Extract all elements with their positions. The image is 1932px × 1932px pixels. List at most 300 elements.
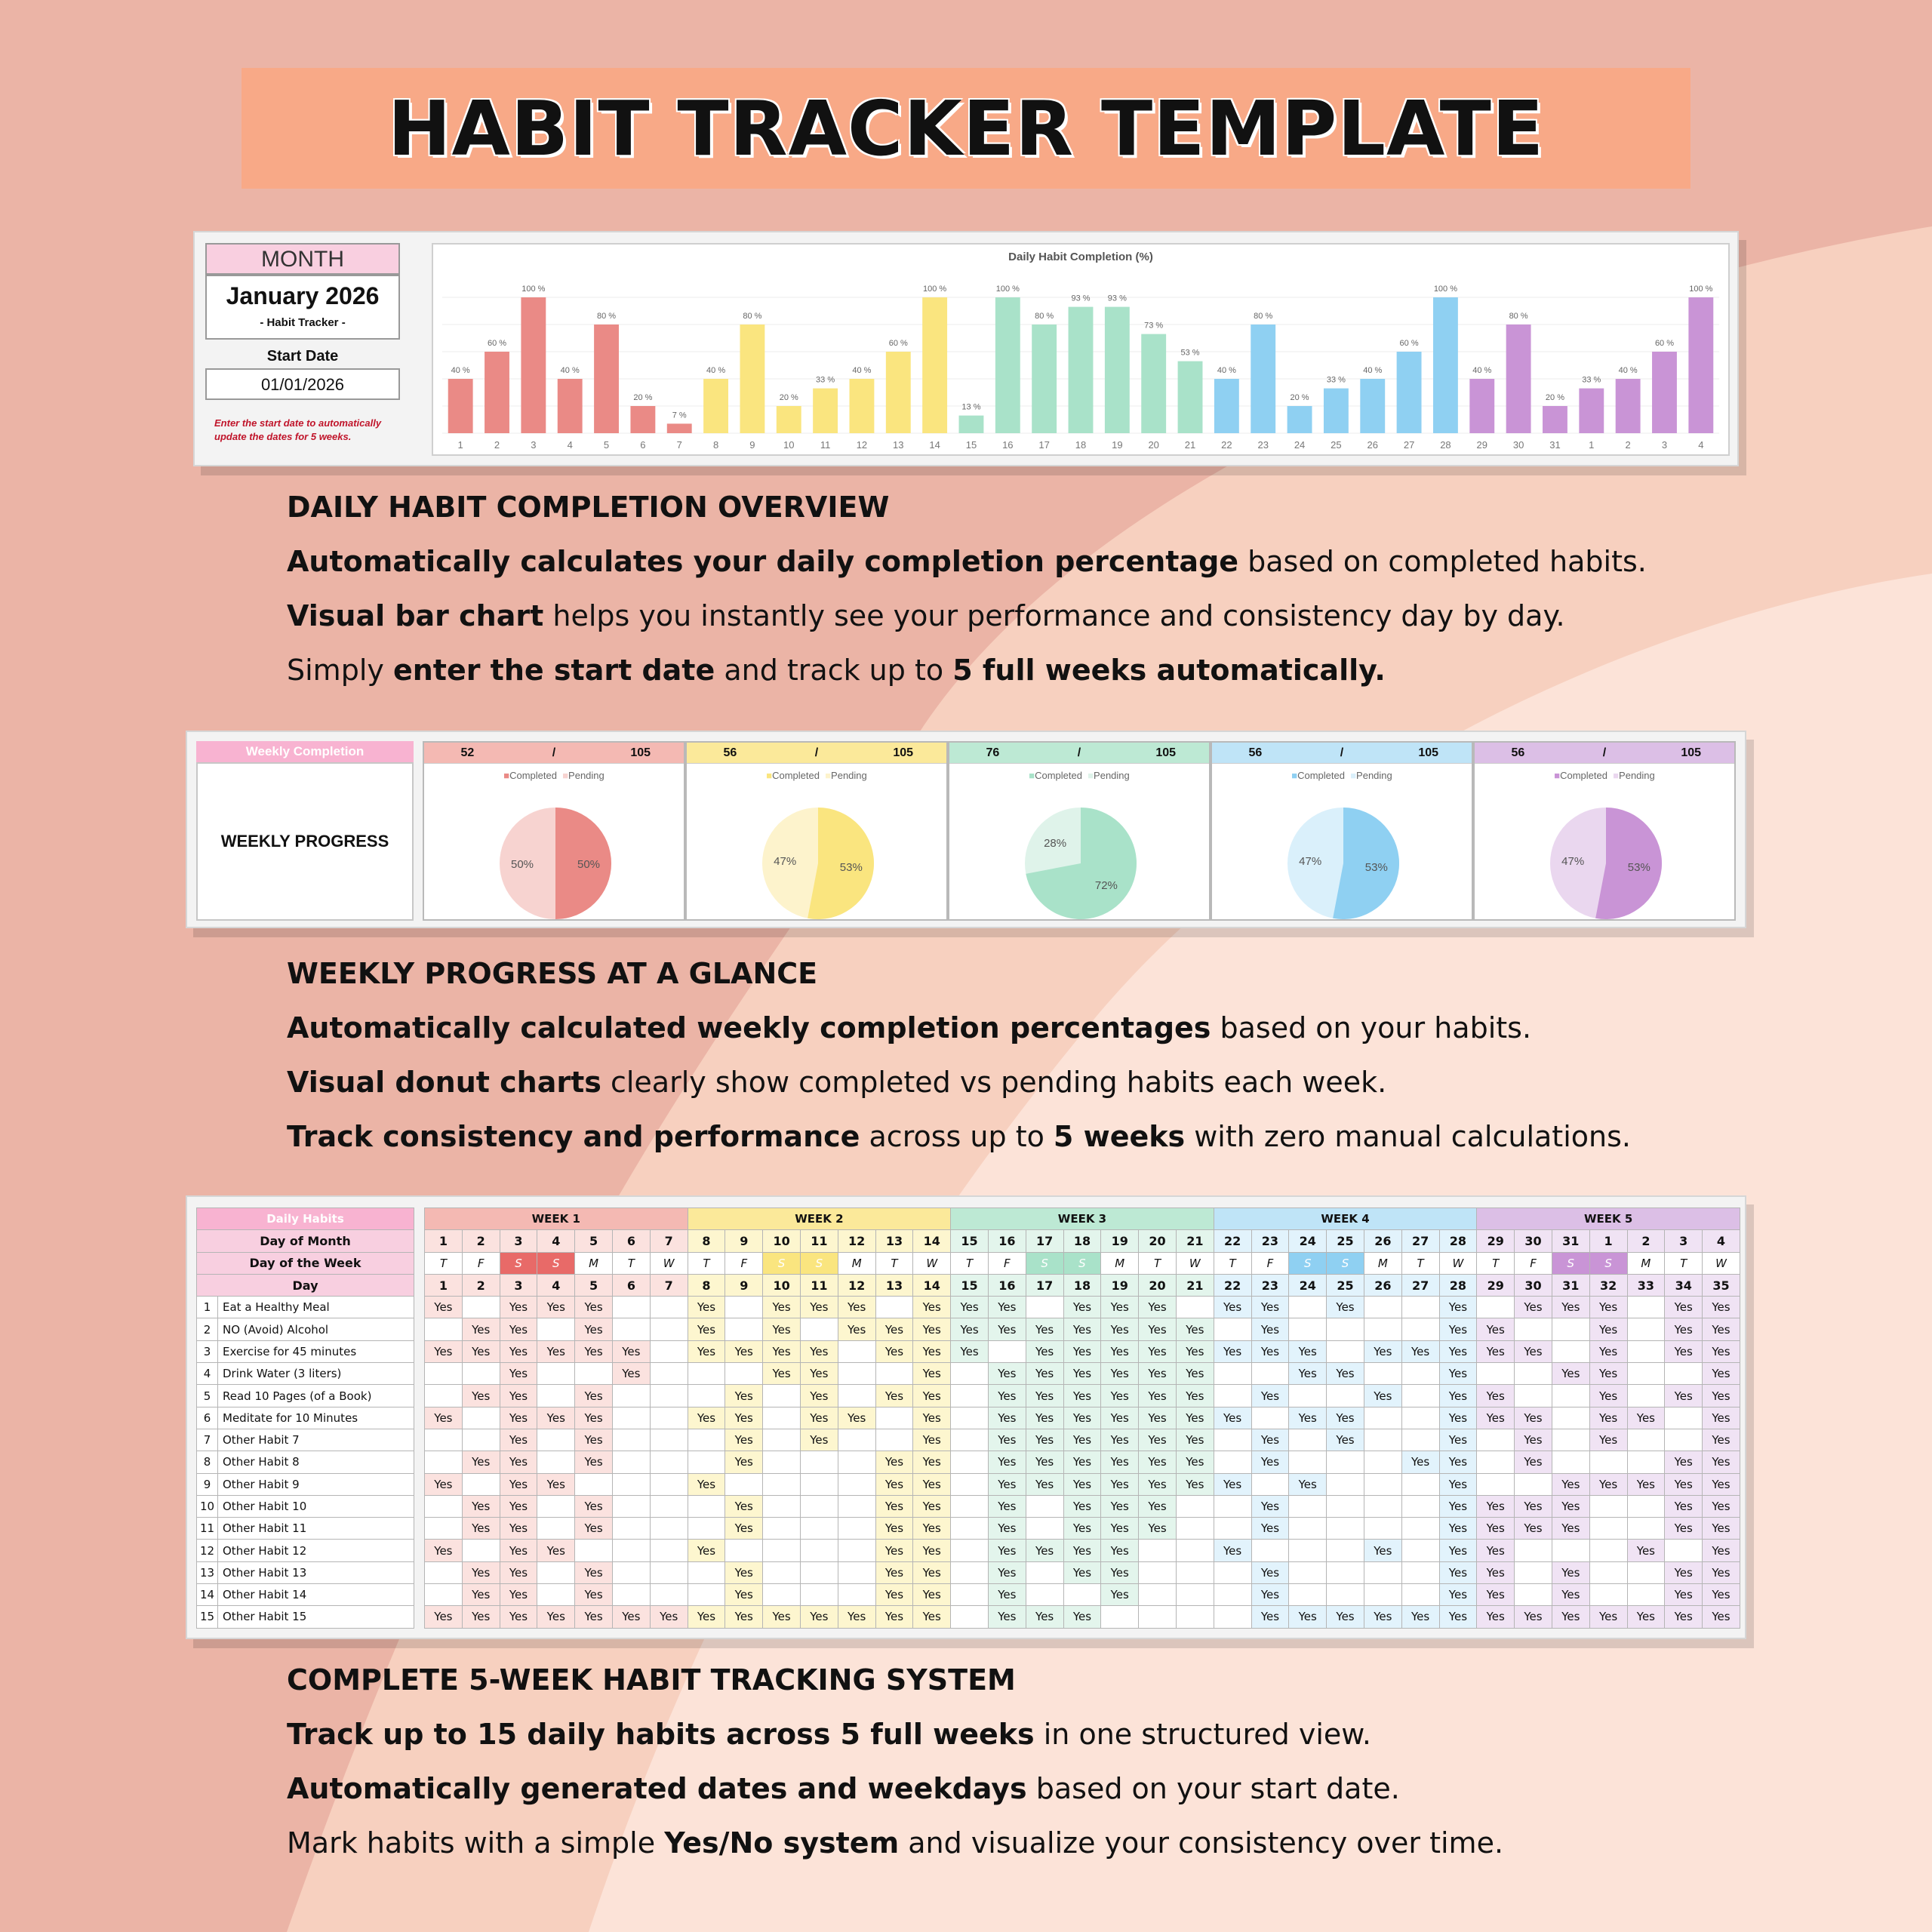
habit-check-cell[interactable]: Yes xyxy=(1214,1340,1251,1362)
habit-check-cell[interactable] xyxy=(800,1518,838,1540)
habit-check-cell[interactable]: Yes xyxy=(688,1407,725,1429)
habit-check-cell[interactable] xyxy=(537,1451,575,1473)
habit-check-cell[interactable] xyxy=(763,1473,801,1495)
habit-check-cell[interactable]: Yes xyxy=(913,1561,951,1583)
habit-check-cell[interactable] xyxy=(1515,1561,1552,1583)
habit-check-cell[interactable]: Yes xyxy=(1063,1451,1101,1473)
habit-name[interactable]: Other Habit 12 xyxy=(218,1540,414,1561)
habit-check-cell[interactable]: Yes xyxy=(1477,1606,1515,1628)
habit-check-cell[interactable]: Yes xyxy=(1026,1429,1063,1451)
habit-check-cell[interactable]: Yes xyxy=(1101,1318,1139,1340)
habit-check-cell[interactable]: Yes xyxy=(500,1606,537,1628)
habit-check-cell[interactable]: Yes xyxy=(1251,1297,1289,1318)
habit-check-cell[interactable] xyxy=(462,1473,500,1495)
habit-check-cell[interactable]: Yes xyxy=(763,1340,801,1362)
habit-check-cell[interactable] xyxy=(650,1473,688,1495)
habit-check-cell[interactable]: Yes xyxy=(913,1606,951,1628)
habit-check-cell[interactable] xyxy=(1515,1363,1552,1385)
habit-check-cell[interactable]: Yes xyxy=(875,1385,913,1407)
habit-check-cell[interactable] xyxy=(951,1540,989,1561)
habit-check-cell[interactable]: Yes xyxy=(1026,1407,1063,1429)
habit-check-cell[interactable] xyxy=(875,1297,913,1318)
habit-check-cell[interactable] xyxy=(575,1540,613,1561)
habit-check-cell[interactable] xyxy=(1477,1473,1515,1495)
habit-check-cell[interactable]: Yes xyxy=(1026,1473,1063,1495)
habit-check-cell[interactable]: Yes xyxy=(1627,1540,1665,1561)
habit-check-cell[interactable] xyxy=(1289,1429,1327,1451)
habit-check-cell[interactable]: Yes xyxy=(1101,1407,1139,1429)
habit-check-cell[interactable]: Yes xyxy=(462,1561,500,1583)
habit-check-cell[interactable] xyxy=(1214,1518,1251,1540)
habit-check-cell[interactable] xyxy=(1026,1297,1063,1318)
habit-check-cell[interactable]: Yes xyxy=(875,1584,913,1606)
habit-check-cell[interactable] xyxy=(1327,1385,1364,1407)
habit-check-cell[interactable]: Yes xyxy=(1439,1606,1477,1628)
habit-check-cell[interactable]: Yes xyxy=(875,1451,913,1473)
habit-check-cell[interactable]: Yes xyxy=(800,1606,838,1628)
habit-check-cell[interactable]: Yes xyxy=(988,1451,1026,1473)
habit-check-cell[interactable]: Yes xyxy=(1101,1561,1139,1583)
habit-check-cell[interactable] xyxy=(838,1385,875,1407)
habit-check-cell[interactable]: Yes xyxy=(988,1318,1026,1340)
habit-check-cell[interactable] xyxy=(1515,1318,1552,1340)
habit-check-cell[interactable] xyxy=(612,1584,650,1606)
habit-check-cell[interactable]: Yes xyxy=(425,1407,463,1429)
habit-check-cell[interactable] xyxy=(425,1363,463,1385)
habit-check-cell[interactable] xyxy=(1327,1451,1364,1473)
habit-check-cell[interactable]: Yes xyxy=(1327,1363,1364,1385)
habit-check-cell[interactable] xyxy=(650,1429,688,1451)
habit-check-cell[interactable]: Yes xyxy=(800,1363,838,1385)
habit-check-cell[interactable]: Yes xyxy=(688,1297,725,1318)
habit-check-cell[interactable] xyxy=(650,1495,688,1517)
habit-check-cell[interactable]: Yes xyxy=(1589,1473,1627,1495)
habit-check-cell[interactable]: Yes xyxy=(1214,1407,1251,1429)
habit-check-cell[interactable] xyxy=(1289,1451,1327,1473)
habit-check-cell[interactable] xyxy=(1364,1473,1401,1495)
habit-check-cell[interactable] xyxy=(1627,1518,1665,1540)
habit-check-cell[interactable]: Yes xyxy=(800,1407,838,1429)
habit-check-cell[interactable]: Yes xyxy=(500,1561,537,1583)
habit-check-cell[interactable] xyxy=(462,1429,500,1451)
habit-check-cell[interactable]: Yes xyxy=(1101,1473,1139,1495)
habit-check-cell[interactable] xyxy=(1176,1518,1214,1540)
habit-check-cell[interactable]: Yes xyxy=(1139,1363,1177,1385)
habit-check-cell[interactable] xyxy=(688,1385,725,1407)
habit-check-cell[interactable]: Yes xyxy=(575,1318,613,1340)
habit-check-cell[interactable] xyxy=(1214,1363,1251,1385)
habit-check-cell[interactable] xyxy=(1589,1495,1627,1517)
habit-check-cell[interactable] xyxy=(1327,1518,1364,1540)
habit-check-cell[interactable]: Yes xyxy=(1552,1363,1589,1385)
habit-check-cell[interactable] xyxy=(1214,1584,1251,1606)
habit-check-cell[interactable]: Yes xyxy=(1439,1540,1477,1561)
habit-check-cell[interactable]: Yes xyxy=(500,1451,537,1473)
habit-check-cell[interactable]: Yes xyxy=(1439,1473,1477,1495)
habit-check-cell[interactable]: Yes xyxy=(1176,1385,1214,1407)
habit-check-cell[interactable]: Yes xyxy=(1289,1606,1327,1628)
habit-check-cell[interactable]: Yes xyxy=(1703,1385,1740,1407)
habit-check-cell[interactable]: Yes xyxy=(1665,1561,1703,1583)
habit-check-cell[interactable] xyxy=(1589,1540,1627,1561)
habit-check-cell[interactable] xyxy=(1515,1540,1552,1561)
habit-check-cell[interactable]: Yes xyxy=(1139,1318,1177,1340)
habit-check-cell[interactable]: Yes xyxy=(1063,1540,1101,1561)
habit-check-cell[interactable] xyxy=(1627,1561,1665,1583)
habit-check-cell[interactable] xyxy=(1176,1606,1214,1628)
habit-check-cell[interactable]: Yes xyxy=(1026,1340,1063,1362)
habit-check-cell[interactable] xyxy=(1251,1540,1289,1561)
habit-check-cell[interactable]: Yes xyxy=(838,1318,875,1340)
habit-check-cell[interactable] xyxy=(425,1561,463,1583)
habit-check-cell[interactable]: Yes xyxy=(1703,1606,1740,1628)
habit-check-cell[interactable] xyxy=(1364,1407,1401,1429)
habit-check-cell[interactable] xyxy=(537,1363,575,1385)
habit-check-cell[interactable]: Yes xyxy=(913,1407,951,1429)
habit-check-cell[interactable]: Yes xyxy=(1477,1407,1515,1429)
habit-check-cell[interactable]: Yes xyxy=(500,1363,537,1385)
habit-check-cell[interactable] xyxy=(800,1495,838,1517)
habit-check-cell[interactable]: Yes xyxy=(1665,1473,1703,1495)
habit-check-cell[interactable] xyxy=(537,1429,575,1451)
habit-check-cell[interactable]: Yes xyxy=(1552,1584,1589,1606)
habit-check-cell[interactable]: Yes xyxy=(800,1429,838,1451)
habit-check-cell[interactable]: Yes xyxy=(1214,1297,1251,1318)
habit-check-cell[interactable] xyxy=(612,1429,650,1451)
habit-check-cell[interactable] xyxy=(1214,1561,1251,1583)
habit-check-cell[interactable]: Yes xyxy=(951,1297,989,1318)
habit-check-cell[interactable] xyxy=(1589,1518,1627,1540)
habit-check-cell[interactable]: Yes xyxy=(875,1473,913,1495)
habit-check-cell[interactable]: Yes xyxy=(1703,1363,1740,1385)
habit-check-cell[interactable] xyxy=(537,1584,575,1606)
habit-check-cell[interactable]: Yes xyxy=(725,1340,763,1362)
habit-check-cell[interactable]: Yes xyxy=(988,1518,1026,1540)
habit-check-cell[interactable]: Yes xyxy=(1439,1385,1477,1407)
habit-check-cell[interactable]: Yes xyxy=(725,1451,763,1473)
habit-check-cell[interactable] xyxy=(1515,1584,1552,1606)
habit-check-cell[interactable]: Yes xyxy=(650,1606,688,1628)
habit-check-cell[interactable]: Yes xyxy=(688,1540,725,1561)
habit-check-cell[interactable]: Yes xyxy=(1589,1606,1627,1628)
habit-check-cell[interactable]: Yes xyxy=(575,1495,613,1517)
habit-check-cell[interactable] xyxy=(1364,1429,1401,1451)
habit-check-cell[interactable] xyxy=(838,1518,875,1540)
habit-name[interactable]: Other Habit 11 xyxy=(218,1518,414,1540)
habit-check-cell[interactable]: Yes xyxy=(913,1340,951,1362)
habit-check-cell[interactable] xyxy=(1401,1297,1439,1318)
habit-check-cell[interactable] xyxy=(612,1297,650,1318)
habit-check-cell[interactable] xyxy=(1552,1385,1589,1407)
habit-check-cell[interactable]: Yes xyxy=(1063,1407,1101,1429)
habit-check-cell[interactable] xyxy=(951,1495,989,1517)
habit-check-cell[interactable]: Yes xyxy=(800,1385,838,1407)
habit-check-cell[interactable] xyxy=(612,1561,650,1583)
habit-check-cell[interactable]: Yes xyxy=(462,1495,500,1517)
habit-check-cell[interactable]: Yes xyxy=(1439,1495,1477,1517)
habit-check-cell[interactable]: Yes xyxy=(1139,1407,1177,1429)
habit-check-cell[interactable]: Yes xyxy=(1026,1451,1063,1473)
habit-check-cell[interactable] xyxy=(425,1495,463,1517)
habit-check-cell[interactable] xyxy=(800,1540,838,1561)
habit-check-cell[interactable]: Yes xyxy=(1327,1407,1364,1429)
habit-check-cell[interactable]: Yes xyxy=(425,1606,463,1628)
habit-check-cell[interactable] xyxy=(1176,1297,1214,1318)
habit-check-cell[interactable] xyxy=(763,1451,801,1473)
habit-check-cell[interactable]: Yes xyxy=(500,1318,537,1340)
habit-check-cell[interactable]: Yes xyxy=(913,1429,951,1451)
habit-check-cell[interactable]: Yes xyxy=(1439,1584,1477,1606)
habit-check-cell[interactable]: Yes xyxy=(500,1473,537,1495)
habit-check-cell[interactable]: Yes xyxy=(988,1561,1026,1583)
habit-check-cell[interactable]: Yes xyxy=(763,1363,801,1385)
habit-check-cell[interactable]: Yes xyxy=(462,1606,500,1628)
habit-check-cell[interactable]: Yes xyxy=(1101,1429,1139,1451)
habit-check-cell[interactable]: Yes xyxy=(1026,1363,1063,1385)
habit-check-cell[interactable]: Yes xyxy=(1401,1340,1439,1362)
habit-check-cell[interactable]: Yes xyxy=(913,1297,951,1318)
habit-check-cell[interactable] xyxy=(1289,1297,1327,1318)
habit-check-cell[interactable] xyxy=(688,1363,725,1385)
habit-check-cell[interactable]: Yes xyxy=(1665,1606,1703,1628)
habit-check-cell[interactable] xyxy=(1364,1363,1401,1385)
habit-check-cell[interactable] xyxy=(1026,1561,1063,1583)
habit-check-cell[interactable]: Yes xyxy=(1364,1340,1401,1362)
habit-check-cell[interactable]: Yes xyxy=(500,1540,537,1561)
habit-check-cell[interactable]: Yes xyxy=(1139,1495,1177,1517)
habit-check-cell[interactable] xyxy=(650,1561,688,1583)
habit-check-cell[interactable]: Yes xyxy=(688,1340,725,1362)
habit-check-cell[interactable] xyxy=(425,1451,463,1473)
habit-check-cell[interactable]: Yes xyxy=(1063,1561,1101,1583)
habit-check-cell[interactable] xyxy=(1289,1385,1327,1407)
habit-check-cell[interactable]: Yes xyxy=(1251,1561,1289,1583)
habit-name[interactable]: Read 10 Pages (of a Book) xyxy=(218,1385,414,1407)
habit-check-cell[interactable]: Yes xyxy=(688,1318,725,1340)
habit-check-cell[interactable]: Yes xyxy=(1439,1429,1477,1451)
habit-check-cell[interactable] xyxy=(1477,1363,1515,1385)
habit-check-cell[interactable]: Yes xyxy=(537,1606,575,1628)
habit-check-cell[interactable]: Yes xyxy=(500,1518,537,1540)
habit-check-cell[interactable] xyxy=(951,1407,989,1429)
habit-check-cell[interactable]: Yes xyxy=(838,1407,875,1429)
habit-check-cell[interactable]: Yes xyxy=(1589,1340,1627,1362)
habit-check-cell[interactable]: Yes xyxy=(1703,1473,1740,1495)
habit-check-cell[interactable] xyxy=(1176,1584,1214,1606)
habit-check-cell[interactable] xyxy=(612,1318,650,1340)
habit-check-cell[interactable] xyxy=(1477,1451,1515,1473)
habit-check-cell[interactable] xyxy=(1552,1340,1589,1362)
habit-check-cell[interactable] xyxy=(1327,1561,1364,1583)
habit-check-cell[interactable] xyxy=(688,1584,725,1606)
habit-check-cell[interactable]: Yes xyxy=(1665,1584,1703,1606)
habit-check-cell[interactable]: Yes xyxy=(725,1606,763,1628)
habit-check-cell[interactable] xyxy=(1176,1561,1214,1583)
habit-check-cell[interactable]: Yes xyxy=(575,1340,613,1362)
habit-check-cell[interactable]: Yes xyxy=(1251,1429,1289,1451)
habit-check-cell[interactable] xyxy=(425,1429,463,1451)
habit-check-cell[interactable]: Yes xyxy=(1139,1385,1177,1407)
habit-check-cell[interactable] xyxy=(650,1451,688,1473)
habit-check-cell[interactable] xyxy=(1289,1518,1327,1540)
habit-check-cell[interactable] xyxy=(951,1451,989,1473)
habit-check-cell[interactable] xyxy=(575,1363,613,1385)
habit-check-cell[interactable]: Yes xyxy=(1139,1451,1177,1473)
habit-check-cell[interactable]: Yes xyxy=(875,1561,913,1583)
habit-check-cell[interactable]: Yes xyxy=(1364,1606,1401,1628)
habit-check-cell[interactable]: Yes xyxy=(462,1340,500,1362)
habit-check-cell[interactable]: Yes xyxy=(1665,1495,1703,1517)
habit-check-cell[interactable]: Yes xyxy=(1703,1584,1740,1606)
habit-check-cell[interactable] xyxy=(1364,1518,1401,1540)
habit-check-cell[interactable] xyxy=(800,1451,838,1473)
habit-check-cell[interactable]: Yes xyxy=(462,1385,500,1407)
habit-check-cell[interactable]: Yes xyxy=(1477,1540,1515,1561)
habit-check-cell[interactable] xyxy=(1401,1385,1439,1407)
habit-check-cell[interactable]: Yes xyxy=(1214,1473,1251,1495)
habit-check-cell[interactable] xyxy=(1401,1584,1439,1606)
habit-check-cell[interactable]: Yes xyxy=(425,1473,463,1495)
habit-check-cell[interactable] xyxy=(951,1385,989,1407)
habit-check-cell[interactable]: Yes xyxy=(1589,1318,1627,1340)
habit-check-cell[interactable]: Yes xyxy=(1515,1297,1552,1318)
habit-check-cell[interactable]: Yes xyxy=(1477,1495,1515,1517)
habit-check-cell[interactable] xyxy=(1627,1385,1665,1407)
habit-check-cell[interactable] xyxy=(425,1518,463,1540)
habit-check-cell[interactable]: Yes xyxy=(1026,1606,1063,1628)
habit-check-cell[interactable] xyxy=(951,1518,989,1540)
habit-check-cell[interactable] xyxy=(951,1429,989,1451)
habit-check-cell[interactable] xyxy=(1515,1385,1552,1407)
habit-check-cell[interactable] xyxy=(537,1561,575,1583)
habit-check-cell[interactable]: Yes xyxy=(612,1363,650,1385)
habit-check-cell[interactable]: Yes xyxy=(1439,1297,1477,1318)
habit-check-cell[interactable]: Yes xyxy=(1101,1451,1139,1473)
habit-check-cell[interactable] xyxy=(1515,1473,1552,1495)
habit-check-cell[interactable]: Yes xyxy=(1063,1363,1101,1385)
habit-check-cell[interactable]: Yes xyxy=(1401,1451,1439,1473)
habit-check-cell[interactable]: Yes xyxy=(1026,1385,1063,1407)
habit-check-cell[interactable] xyxy=(1364,1561,1401,1583)
habit-check-cell[interactable]: Yes xyxy=(500,1385,537,1407)
habit-check-cell[interactable] xyxy=(1063,1584,1101,1606)
habit-check-cell[interactable]: Yes xyxy=(1439,1561,1477,1583)
habit-check-cell[interactable] xyxy=(612,1451,650,1473)
habit-check-cell[interactable] xyxy=(1139,1540,1177,1561)
habit-check-cell[interactable] xyxy=(800,1584,838,1606)
habit-check-cell[interactable] xyxy=(1477,1297,1515,1318)
habit-check-cell[interactable]: Yes xyxy=(500,1495,537,1517)
habit-check-cell[interactable]: Yes xyxy=(1063,1429,1101,1451)
habit-check-cell[interactable]: Yes xyxy=(1439,1340,1477,1362)
habit-check-cell[interactable] xyxy=(1401,1429,1439,1451)
habit-check-cell[interactable]: Yes xyxy=(1703,1429,1740,1451)
habit-check-cell[interactable] xyxy=(763,1407,801,1429)
habit-check-cell[interactable]: Yes xyxy=(1552,1297,1589,1318)
habit-check-cell[interactable] xyxy=(951,1606,989,1628)
habit-check-cell[interactable] xyxy=(838,1495,875,1517)
habit-check-cell[interactable]: Yes xyxy=(575,1451,613,1473)
habit-check-cell[interactable]: Yes xyxy=(913,1540,951,1561)
habit-check-cell[interactable] xyxy=(988,1340,1026,1362)
habit-check-cell[interactable] xyxy=(1101,1606,1139,1628)
habit-check-cell[interactable] xyxy=(725,1473,763,1495)
habit-check-cell[interactable] xyxy=(1627,1429,1665,1451)
habit-check-cell[interactable] xyxy=(951,1473,989,1495)
habit-check-cell[interactable]: Yes xyxy=(537,1297,575,1318)
habit-check-cell[interactable] xyxy=(1026,1495,1063,1517)
habit-check-cell[interactable]: Yes xyxy=(725,1518,763,1540)
habit-check-cell[interactable]: Yes xyxy=(1176,1473,1214,1495)
habit-check-cell[interactable]: Yes xyxy=(763,1297,801,1318)
habit-check-cell[interactable]: Yes xyxy=(1101,1297,1139,1318)
habit-check-cell[interactable] xyxy=(1401,1473,1439,1495)
habit-check-cell[interactable] xyxy=(688,1518,725,1540)
habit-check-cell[interactable]: Yes xyxy=(1176,1451,1214,1473)
habit-check-cell[interactable] xyxy=(1665,1407,1703,1429)
start-date-input[interactable]: 01/01/2026 xyxy=(205,368,400,400)
habit-check-cell[interactable]: Yes xyxy=(1552,1495,1589,1517)
habit-check-cell[interactable] xyxy=(612,1473,650,1495)
habit-check-cell[interactable]: Yes xyxy=(500,1340,537,1362)
habit-check-cell[interactable] xyxy=(1176,1540,1214,1561)
habit-check-cell[interactable] xyxy=(838,1451,875,1473)
habit-check-cell[interactable] xyxy=(1214,1385,1251,1407)
habit-check-cell[interactable] xyxy=(1214,1606,1251,1628)
habit-check-cell[interactable] xyxy=(1364,1451,1401,1473)
habit-check-cell[interactable] xyxy=(688,1495,725,1517)
habit-check-cell[interactable]: Yes xyxy=(425,1297,463,1318)
habit-check-cell[interactable]: Yes xyxy=(612,1606,650,1628)
habit-check-cell[interactable] xyxy=(1364,1297,1401,1318)
habit-check-cell[interactable] xyxy=(1627,1363,1665,1385)
habit-check-cell[interactable]: Yes xyxy=(913,1318,951,1340)
habit-check-cell[interactable]: Yes xyxy=(575,1407,613,1429)
habit-check-cell[interactable]: Yes xyxy=(988,1584,1026,1606)
habit-check-cell[interactable]: Yes xyxy=(1589,1363,1627,1385)
habit-check-cell[interactable] xyxy=(725,1297,763,1318)
habit-check-cell[interactable] xyxy=(838,1429,875,1451)
habit-check-cell[interactable] xyxy=(763,1540,801,1561)
habit-name[interactable]: Meditate for 10 Minutes xyxy=(218,1407,414,1429)
habit-check-cell[interactable] xyxy=(575,1473,613,1495)
habit-check-cell[interactable]: Yes xyxy=(1251,1451,1289,1473)
habit-check-cell[interactable]: Yes xyxy=(1139,1429,1177,1451)
habit-name[interactable]: Exercise for 45 minutes xyxy=(218,1340,414,1362)
habit-check-cell[interactable]: Yes xyxy=(725,1561,763,1583)
habit-check-cell[interactable]: Yes xyxy=(575,1429,613,1451)
habit-check-cell[interactable] xyxy=(462,1540,500,1561)
habit-check-cell[interactable]: Yes xyxy=(1139,1518,1177,1540)
habit-check-cell[interactable]: Yes xyxy=(913,1451,951,1473)
habit-check-cell[interactable]: Yes xyxy=(1552,1518,1589,1540)
habit-check-cell[interactable]: Yes xyxy=(425,1340,463,1362)
habit-check-cell[interactable] xyxy=(951,1363,989,1385)
habit-check-cell[interactable]: Yes xyxy=(913,1495,951,1517)
habit-check-cell[interactable]: Yes xyxy=(1327,1606,1364,1628)
habit-check-cell[interactable] xyxy=(1552,1407,1589,1429)
habit-check-cell[interactable]: Yes xyxy=(725,1385,763,1407)
habit-check-cell[interactable]: Yes xyxy=(725,1495,763,1517)
habit-check-cell[interactable] xyxy=(537,1518,575,1540)
habit-check-cell[interactable]: Yes xyxy=(1026,1318,1063,1340)
habit-check-cell[interactable] xyxy=(1289,1561,1327,1583)
habit-check-cell[interactable]: Yes xyxy=(1703,1451,1740,1473)
habit-check-cell[interactable] xyxy=(1627,1318,1665,1340)
habit-check-cell[interactable] xyxy=(838,1473,875,1495)
habit-check-cell[interactable]: Yes xyxy=(913,1584,951,1606)
habit-check-cell[interactable] xyxy=(763,1495,801,1517)
